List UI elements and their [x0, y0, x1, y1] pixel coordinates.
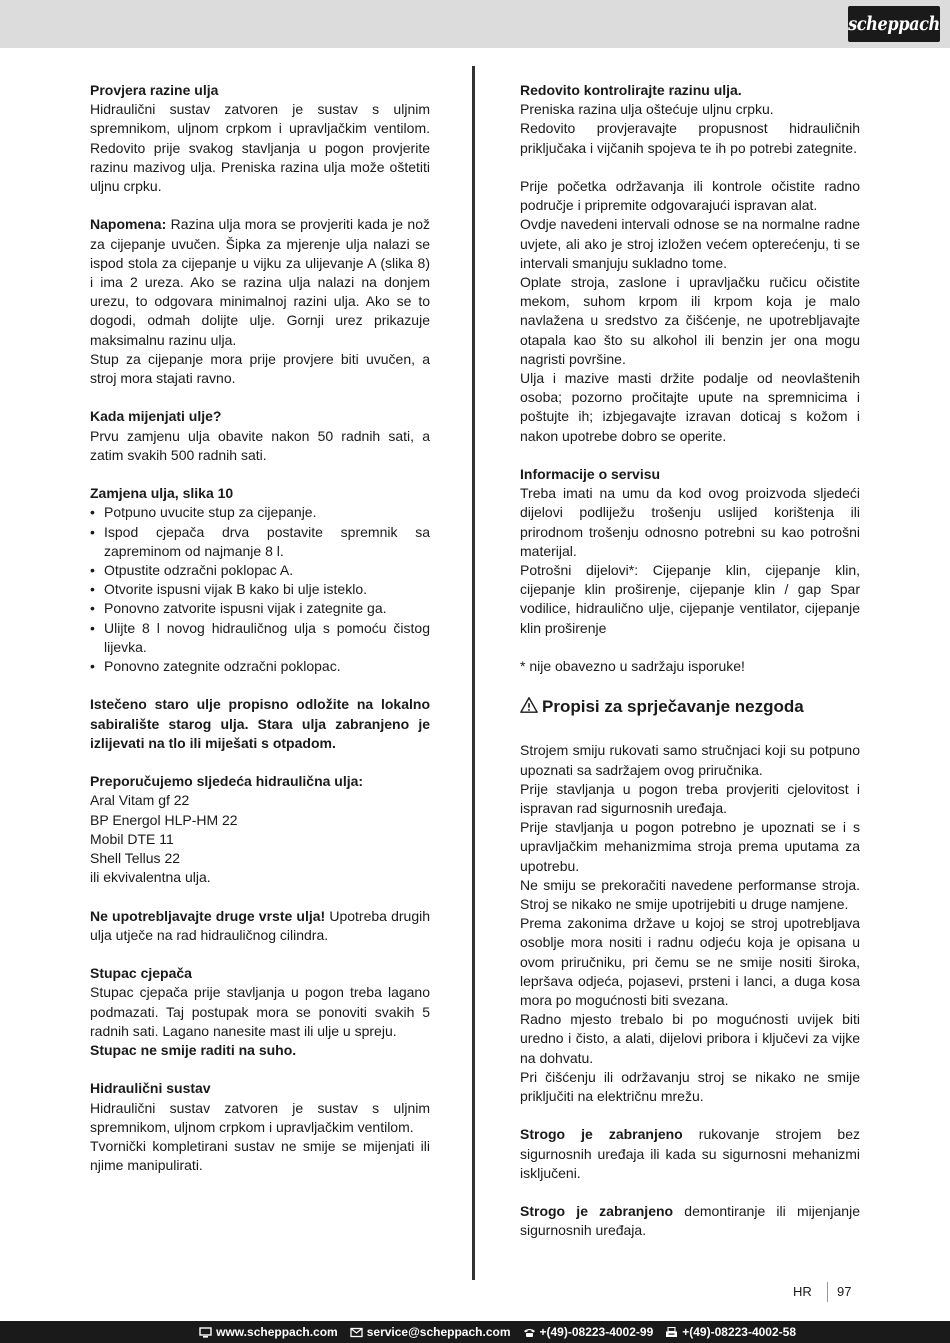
section-maintenance	[520, 177, 860, 446]
section-hydraulic-system	[90, 1079, 430, 1175]
section-when-change-oil	[90, 407, 430, 465]
section-oil-level-check	[90, 81, 430, 196]
list-item: • Potpuno uvucite stup za cijepanje.	[90, 503, 430, 522]
accident-prevention-heading	[520, 695, 860, 719]
prohibition-label: Strogo je zabranjeno	[520, 1203, 674, 1220]
warning-triangle-icon	[520, 696, 538, 714]
section-title: Zamjena ulja, slika 10	[90, 485, 234, 502]
paragraph: Prvu zamjenu ulja obavite nakon 50 radnih sati, a zatim svakih 500 radnih sati.	[90, 427, 430, 463]
section-delivery-note	[520, 657, 860, 676]
footnote: * nije obavezno u sadržaju isporuke!	[520, 658, 745, 675]
paragraph: Prije stavljanja u pogon treba provjeriti cjelovitost i ispravan rad sigurnosnih uređaja.	[520, 780, 860, 817]
section-title: Hidraulični sustav	[90, 1080, 211, 1097]
section-title: Informacije o servisu	[520, 466, 661, 483]
list-item: • Ulijte 8 l novog hidrauličnog ulja s pomoću čistog lijevka.	[90, 619, 430, 657]
note-label: Napomena:	[90, 216, 167, 233]
phone-link[interactable]	[523, 1325, 654, 1339]
paragraph: Prije početka održavanja ili kontrole očistite radno područje i pripremite odgovarajući ispravan alat.	[520, 178, 860, 214]
page-number: 97	[837, 1284, 852, 1299]
oil-item: BP Energol HLP-HM 22	[90, 811, 238, 828]
section-oil-change	[90, 484, 430, 676]
section-title: Preporučujemo sljedeća hidraulična ulja:	[90, 773, 364, 790]
paragraph: Ovdje navedeni intervali odnose se na normalne radne uvjete, ali ako je stroj izložen većem opterećenju, ti se intervali smanjuju sukladno tome.	[520, 216, 860, 271]
section-service-info	[520, 465, 860, 638]
oil-item: ili ekvivalentna ulja.	[90, 869, 211, 886]
list-item: • Ponovno zatvorite ispusni vijak i zategnite ga.	[90, 599, 430, 618]
paragraph-text: demontiranje ili mijenjanje sigurnosnih uređaja.	[520, 1203, 860, 1239]
phone-text: +(49)-08223-4002-99	[539, 1325, 654, 1339]
section-heading: Propisi za sprječavanje nezgoda	[542, 697, 804, 717]
paragraph: Pri čišćenju ili održavanju stroj se nikako ne smije priključiti na električnu mrežu.	[520, 1068, 860, 1105]
fax-icon	[665, 1327, 678, 1338]
website-text: www.scheppach.com	[216, 1325, 338, 1339]
list-item: • Ponovno zategnite odzračni poklopac.	[90, 657, 430, 676]
email-text: service@scheppach.com	[366, 1325, 511, 1339]
fax-link[interactable]	[665, 1325, 796, 1339]
email-link[interactable]	[350, 1325, 511, 1339]
website-link[interactable]	[199, 1325, 338, 1339]
paragraph: Preniska razina ulja oštećuje uljnu crpku.	[520, 101, 774, 118]
paragraph: Tvornički kompletirani sustav ne smije se mijenjati ili njime manipulirati.	[90, 1138, 430, 1174]
section-oil-disposal	[90, 695, 430, 753]
paragraph-text: Upotreba drugih ulja utječe na rad hidrauličnog cilindra.	[90, 907, 431, 943]
paragraph: Hidraulični sustav zatvoren je sustav s uljnim spremnikom, uljnom crpkom i upravljačkim ventilom. Redovito prije svakog stavljanja u pogon provjerite razinu mazivog ulja. Preniska razina ulja može oštetiti uljnu crpku.	[90, 101, 430, 195]
section-splitter-column	[90, 964, 430, 1060]
paragraph	[90, 907, 430, 945]
header-bar	[0, 0, 950, 48]
section-accident-prevention	[520, 741, 860, 1106]
paragraph	[520, 1202, 860, 1240]
page-footer	[0, 1282, 950, 1302]
computer-icon	[199, 1327, 212, 1338]
section-prohibition-1	[520, 1125, 860, 1183]
section-title: Stupac cjepača	[90, 965, 192, 982]
paragraph: Ne smiju se prekoračiti navedene performanse stroja. Stroj se nikako ne smije upotrijebiti u druge namjene.	[520, 876, 860, 913]
brand-logo-text: scheppach	[848, 13, 940, 35]
language-code: HR	[793, 1284, 812, 1299]
paragraph	[90, 215, 430, 349]
section-title: Provjera razine ulja	[90, 82, 219, 98]
paragraph: Prema zakonima države u kojoj se stroj upotrebljava osoblje mora nositi i radnu odjeću koja je opisana u ovom priručniku, pri čemu se ne smije nositi široka, lepršava odjeća, pojasevi, prsteni i lanci, a duga kosa mora po mogućnosti biti svezana.	[520, 915, 860, 1009]
list-item: • Ispod cjepača drva postavite spremnik sa zapreminom od najmanje 8 l.	[90, 523, 430, 561]
section-note	[90, 215, 430, 388]
section-recommended-oils	[90, 772, 430, 887]
list-item: • Otvorite ispusni vijak B kako bi ulje isteklo.	[90, 580, 430, 599]
section-title: Kada mijenjati ulje?	[90, 408, 222, 425]
paragraph: Stup za cijepanje mora prije provjere biti uvučen, a stroj mora stajati ravno.	[90, 350, 430, 387]
note-text: Razina ulja mora se provjeriti kada je nož za cijepanje uvučen. Šipka za mjerenje ulja nalazi se ispod stola za cijepanje u vijku za ulijevanje A (slika 8) i ima 2 ureza. Ako se razina ulja nalazi na donjem urezu, to odgovara minimalnoj razini ulja. Ako se to dogodi, odmah dolijte ulje. Gornji urez prikazuje maksimalnu razinu ulja.	[90, 216, 430, 348]
fax-text: +(49)-08223-4002-58	[682, 1325, 796, 1339]
paragraph: Stupac cjepača prije stavljanja u pogon treba lagano podmazati. Taj postupak mora se ponoviti svakih 5 radnih sati. Lagano nanesite mast ili ulje u spreju.	[90, 984, 430, 1039]
left-column	[90, 81, 430, 1195]
brand-logo[interactable]	[848, 6, 940, 42]
paragraph-text: rukovanje strojem bez sigurnosnih uređaja ili kada su sigurnosni mehanizmi isključeni.	[520, 1126, 861, 1181]
paragraph: Istečeno staro ulje propisno odložite na lokalno sabiralište starog ulja. Stara ulja zabranjeno je izlijevati na tlo ili miješati s otpadom.	[90, 696, 430, 751]
prohibition-label: Strogo je zabranjeno	[520, 1126, 683, 1143]
paragraph	[520, 1125, 860, 1183]
warning-text: Stupac ne smije raditi na suho.	[90, 1042, 297, 1059]
paragraph: Redovito provjeravajte propusnost hidrauličnih priključaka i vijčanih spojeva te ih po potrebi zategnite.	[520, 120, 860, 156]
list-item: • Otpustite odzračni poklopac A.	[90, 561, 430, 580]
oil-change-steps	[90, 503, 430, 676]
section-check-oil-level	[520, 81, 860, 158]
paragraph: Ulja i mazive masti držite podalje od neovlaštenih osoba; pozorno pročitajte upute na spremnicima i poštujte ih; izbjegavajte izravan doticaj s kožom i nakon upotrebe dobro se operite.	[520, 370, 860, 444]
section-title: Redovito kontrolirajte razinu ulja.	[520, 82, 742, 98]
paragraph: Treba imati na umu da kod ovog proizvoda sljedeći dijelovi podliježu trošenju uslijed korištenja ili prirodnom trošenju odnosno potrebni su kao potrošni materijal.	[520, 485, 860, 559]
section-other-oils-warning	[90, 907, 430, 945]
right-column	[520, 81, 860, 1260]
phone-icon	[523, 1327, 536, 1338]
email-icon	[350, 1327, 363, 1338]
oil-item: Aral Vitam gf 22	[90, 792, 190, 809]
contact-bar	[0, 1321, 950, 1343]
paragraph: Oplate stroja, zaslone i upravljačku ručicu očistite mekom, suhom krpom ili krpom koja je malo navlažena u sredstvo za čišćenje, ne upotrebljavajte otapala kao što su alkohol ili benzin jer ona mogu nagristi površine.	[520, 274, 860, 367]
section-prohibition-2	[520, 1202, 860, 1240]
paragraph: Potrošni dijelovi*: Cijepanje klin, cijepanje klin, cijepanje klin proširenje, cijepanje klin / gap Spar vodilice, hidraulično ulje, cijepanje ventilator, cijepanje klin proširenje	[520, 562, 860, 636]
paragraph: Radno mjesto trebalo bi po mogućnosti uvijek biti uredno i čisto, a alati, dijelovi pribora i ključevi za vijke na dohvatu.	[520, 1011, 860, 1066]
oil-item: Shell Tellus 22	[90, 850, 181, 867]
footer-separator	[827, 1282, 828, 1302]
paragraph: Hidraulični sustav zatvoren je sustav s uljnim spremnikom, uljnom crpkom i upravljačkim ventilom.	[90, 1099, 430, 1135]
warning-text: Ne upotrebljavajte druge vrste ulja!	[90, 907, 326, 924]
column-divider	[472, 66, 475, 1280]
oil-item: Mobil DTE 11	[90, 830, 174, 847]
paragraph: Strojem smiju rukovati samo stručnjaci koji su potpuno upoznati sa sadržajem ovog priručnika.	[520, 742, 860, 778]
paragraph: Prije stavljanja u pogon potrebno je upoznati se i s upravljačkim mehanizmima stroja prema uputama za upotrebu.	[520, 819, 860, 874]
